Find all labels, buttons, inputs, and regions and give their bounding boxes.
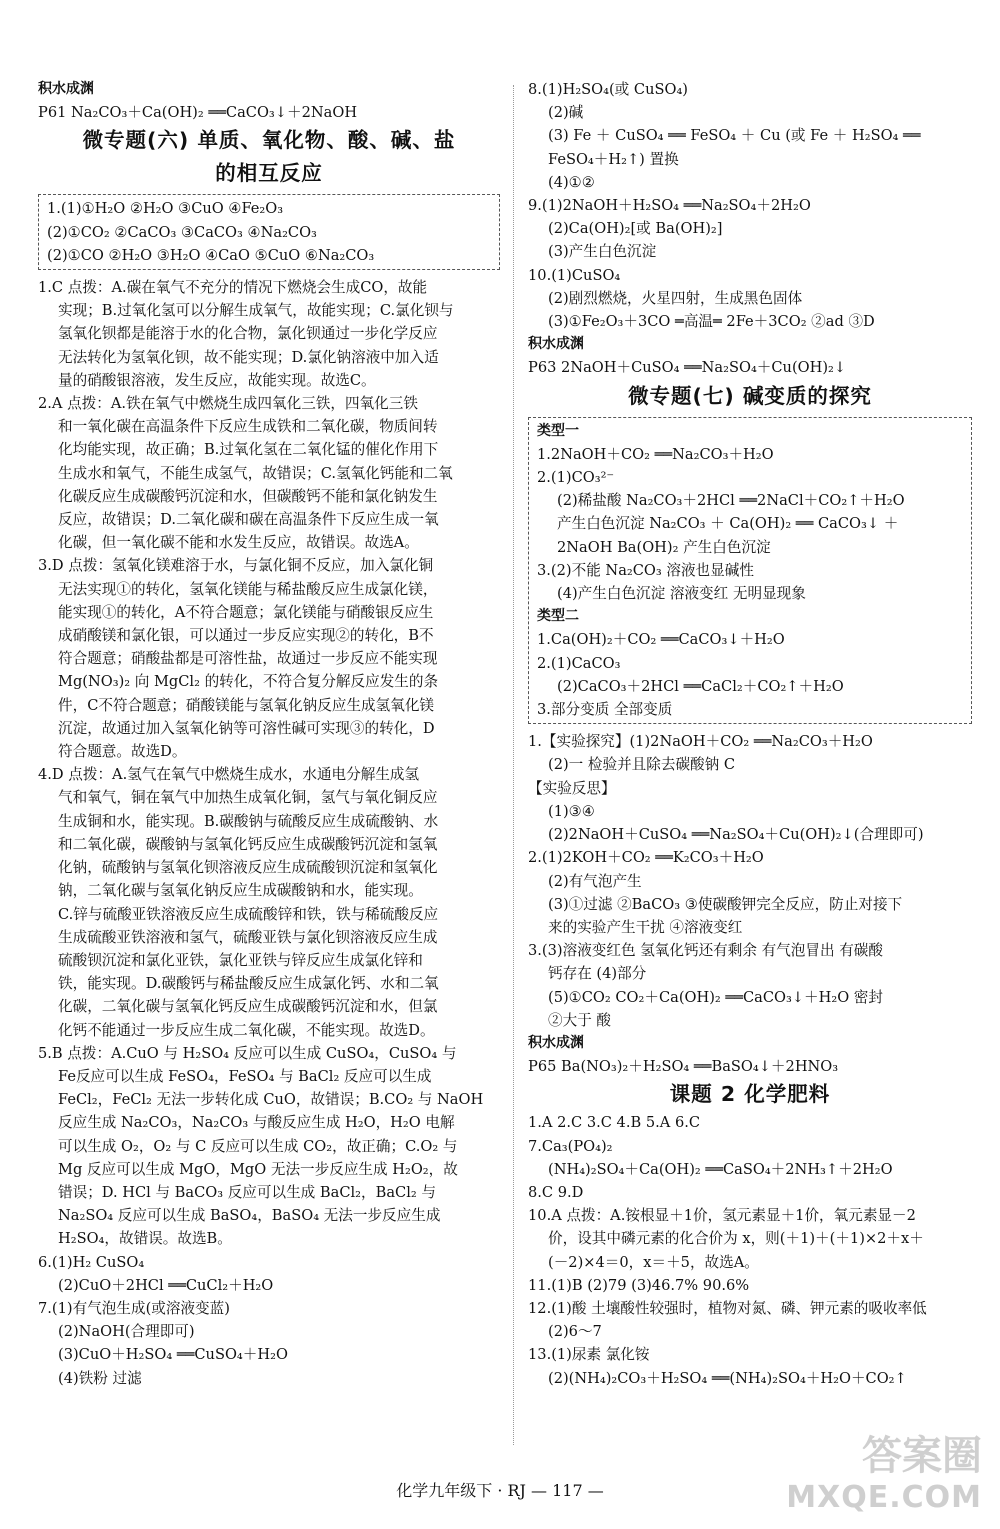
answer-line: (2)2NaOH＋CuSO₄ ══Na₂SO₄＋Cu(OH)₂↓(合理即可): [548, 826, 924, 844]
watermark-logo: [786, 1435, 982, 1519]
page-footer: 化学九年级下 · RJ — 117 —: [396, 1481, 604, 1500]
answer-line: 2NaOH Ba(OH)₂ 产生白色沉淀: [557, 538, 771, 556]
answer-line: (2)6～7: [548, 1323, 602, 1341]
answer-line: 无法转化为氢氧化钡，故不能实现；D.氯化钠溶液中加入适: [58, 348, 439, 366]
answer-line: 和二氧化碳，碳酸钠与氢氧化钙反应生成碳酸钙沉淀和氢氧: [58, 835, 438, 853]
answer-line: 12.(1)酸 土壤酸性较强时，植物对氮、磷、钾元素的吸收率低: [528, 1299, 927, 1317]
answer-line: (3)①过滤 ②BaCO₃ ③使碳酸钾完全反应，防止对接下: [548, 895, 903, 913]
answer-line: 8.C 9.D: [528, 1183, 584, 1201]
watermark-text: 答案圈: [862, 1433, 982, 1479]
answer-line: (4)①②: [548, 173, 595, 191]
answer-list-7: [528, 730, 972, 1078]
answer-line: P63 2NaOH＋CuSO₄ ══Na₂SO₄＋Cu(OH)₂↓: [528, 359, 847, 377]
answer-line: 9.(1)2NaOH＋H₂SO₄ ══Na₂SO₄＋2H₂O: [528, 197, 811, 215]
answer-line: 生成硫酸亚铁溶液和氢气，硫酸亚铁与氯化钡溶液反应生成: [58, 928, 438, 946]
subsection-heading: 类型二: [537, 608, 579, 625]
answer-line: (2)稀盐酸 Na₂CO₃＋2HCl ══2NaCl＋CO₂↑＋H₂O: [557, 492, 905, 510]
answer-line: (2)CaCO₃＋2HCl ══CaCl₂＋CO₂↑＋H₂O: [557, 677, 844, 695]
answer-line: ②大于 酸: [548, 1011, 612, 1029]
answer-line: 生成水和氧气，不能生成氢气，故错误；C.氢氧化钙能和二氧: [58, 464, 453, 482]
answer-line: 氢氧化钡都是能溶于水的化合物，氯化钡通过一步化学反应: [58, 325, 438, 343]
answer-line: (2)(NH₄)₂CO₃＋H₂SO₄ ══(NH₄)₂SO₄＋H₂O＋CO₂↑: [548, 1369, 907, 1387]
answer-line: 2.A 点拨：A.铁在氧气中燃烧生成四氧化三铁，四氧化三铁: [38, 395, 418, 413]
box-line: 1.(1)①H₂O ②H₂O ③CuO ④Fe₂O₃: [47, 200, 284, 218]
answer-line: 化均能实现，故正确；B.过氧化氢在二氧化锰的催化作用下: [58, 441, 439, 459]
answer-line: 反应生成 Na₂CO₃，Na₂CO₃ 与酸反应生成 H₂O，H₂O 电解: [58, 1114, 455, 1132]
box-line: (2)①CO ②H₂O ③H₂O ④CaO ⑤CuO ⑥Na₂CO₃: [47, 246, 375, 264]
answer-line: (NH₄)₂SO₄＋Ca(OH)₂ ══CaSO₄＋2NH₃↑＋2H₂O: [548, 1160, 893, 1178]
answer-line: 错误；D. HCl 与 BaCO₃ 反应可以生成 BaCl₂，BaCl₂ 与: [58, 1183, 436, 1201]
answer-line: 7.Ca₃(PO₄)₂: [528, 1137, 613, 1155]
answer-line: 化钙不能通过一步反应生成二氧化碳，不能实现。故选D。: [58, 1021, 435, 1039]
answer-line: H₂SO₄，故错误。故选B。: [58, 1230, 232, 1248]
answer-line: (2)剧烈燃烧，火星四射，生成黑色固体: [548, 289, 803, 307]
answer-line: 11.(1)B (2)79 (3)46.7% 90.6%: [528, 1276, 750, 1294]
left-top-block: [38, 78, 500, 124]
answer-line: (－2)×4＝0，x＝＋5，故选A。: [548, 1253, 759, 1271]
answer-line: (2)CuO＋2HCl ══CuCl₂＋H₂O: [58, 1276, 274, 1294]
answer-line: 3.部分变质 全部变质: [537, 701, 673, 719]
answer-line: 来的实验产生干扰 ④溶液变红: [548, 918, 743, 936]
answer-line: 气和氧气，铜在氧气中加热生成氧化铜，氢气与氧化铜反应: [58, 789, 438, 807]
answer-line: 2.(1)2KOH＋CO₂ ══K₂CO₃＋H₂O: [528, 849, 764, 867]
subsection-heading: 积水成渊: [528, 1034, 584, 1051]
answer-line: (2)一 检验并且除去碳酸钠 C: [548, 756, 736, 774]
right-column: [528, 78, 972, 1390]
section-title-6-cont: 的相互反应: [215, 161, 323, 186]
answer-line: FeSO₄＋H₂↑) 置换: [548, 150, 679, 168]
answer-line: (4)产生白色沉淀 溶液变红 无明显现象: [557, 585, 806, 603]
answer-line: 1.【实验探究】(1)2NaOH＋CO₂ ══Na₂CO₃＋H₂O: [528, 733, 873, 751]
answer-list-6-cont: [528, 78, 972, 380]
answer-list-fertilizer: [528, 1111, 972, 1389]
answer-line: 1.2NaOH＋CO₂ ══Na₂CO₃＋H₂O: [537, 445, 774, 463]
answer-line: 10.(1)CuSO₄: [528, 266, 621, 284]
answer-line: 能实现①的转化，A不符合题意；氯化镁能与硝酸银反应生: [58, 603, 434, 621]
answer-line: FeCl₂，FeCl₂ 无法一步转化成 CuO，故错误；B.CO₂ 与 NaOH: [58, 1091, 484, 1109]
answer-line: (3)CuO＋H₂SO₄ ══CuSO₄＋H₂O: [58, 1346, 288, 1364]
section-title-7: 微专题(七) 碱变质的探究: [628, 383, 872, 408]
left-column: [38, 78, 500, 1390]
answer-line: 8.(1)H₂SO₄(或 CuSO₄): [528, 81, 688, 98]
answer-line: 实现；B.过氧化氢可以分解生成氧气，故能实现；C.氯化钡与: [58, 302, 454, 320]
box-line: (2)①CO₂ ②CaCO₃ ③CaCO₃ ④Na₂CO₃: [47, 223, 317, 241]
answer-line: 生成铜和水，能实现。B.碳酸钠与硫酸反应生成硫酸钠、水: [58, 812, 439, 830]
answer-line: (2)Ca(OH)₂[或 Ba(OH)₂]: [548, 220, 723, 238]
answer-line: 件，C不符合题意；硝酸镁能与氢氧化钠反应生成氢氧化镁: [58, 696, 435, 714]
answer-line: C.锌与硫酸亚铁溶液反应生成硫酸锌和铁，铁与稀硫酸反应: [58, 905, 439, 923]
answer-line: 1.C 点拨：A.碳在氧气不充分的情况下燃烧会生成CO，故能: [38, 279, 428, 297]
answer-line: 3.(3)溶液变红色 氢氧化钙还有剩余 有气泡冒出 有碳酸: [528, 942, 883, 960]
answer-line: 符合题意。故选D。: [58, 743, 187, 761]
column-divider: [513, 85, 514, 1445]
answer-line: (4)铁粉 过滤: [58, 1369, 142, 1387]
answer-line: 符合题意；硝酸盐都是可溶性盐，故通过一步反应不能实现: [58, 650, 438, 668]
answer-line: Mg(NO₃)₂ 向 MgCl₂ 的转化，不符合复分解反应发生的条: [58, 673, 439, 691]
answer-line: 量的硝酸银溶液，发生反应，故能实现。故选C。: [58, 371, 376, 389]
answer-line: 产生白色沉淀 Na₂CO₃ ＋ Ca(OH)₂ ══ CaCO₃↓ ＋: [557, 515, 899, 533]
answer-line: Mg 反应可以生成 MgO，MgO 无法一步反应生成 H₂O₂，故: [58, 1160, 458, 1178]
answer-line: 化碳，但一氧化碳不能和水发生反应，故错误。故选A。: [58, 534, 419, 552]
answer-line: 【实验反思】: [528, 779, 616, 797]
answer-line: 铁，能实现。D.碳酸钙与稀盐酸反应生成氯化钙、水和二氧: [58, 975, 439, 993]
answer-line: (1)③④: [548, 802, 595, 820]
answer-line: 无法实现①的转化，氢氧化镁能与稀盐酸反应生成氯化镁，: [58, 580, 438, 598]
section-title-fertilizer: 课题 2 化学肥料: [669, 1082, 831, 1107]
watermark-domain: MXQE.COM: [786, 1480, 982, 1515]
answer-line: 6.(1)H₂ CuSO₄: [38, 1253, 145, 1271]
answer-line: 可以生成 O₂，O₂ 与 C 反应可以生成 CO₂，故正确；C.O₂ 与: [58, 1137, 458, 1155]
answer-line: 2.(1)CaCO₃: [537, 654, 621, 672]
answer-line: 成硝酸镁和氯化银，可以通过一步反应实现②的转化，B不: [58, 627, 434, 645]
answer-line: Na₂SO₄ 反应可以生成 BaSO₄，BaSO₄ 无法一步反应生成: [58, 1207, 441, 1225]
answer-line: (2)碱: [548, 104, 584, 122]
subsection-heading: 类型一: [537, 422, 579, 439]
answer-line: 3.(2)不能 Na₂CO₃ 溶液也显碱性: [537, 561, 754, 579]
answer-line: Fe反应可以生成 FeSO₄，FeSO₄ 与 BaCl₂ 反应可以生成: [58, 1067, 432, 1085]
answer-line: 硫酸钡沉淀和氯化亚铁，氯化亚铁与锌反应生成氯化锌和: [58, 951, 423, 969]
answer-line: 1.Ca(OH)₂＋CO₂ ══CaCO₃↓＋H₂O: [537, 631, 785, 649]
answer-line: 1.A 2.C 3.C 4.B 5.A 6.C: [528, 1114, 701, 1132]
answer-line: (2)NaOH(合理即可): [58, 1323, 195, 1341]
answer-line: 价，设其中磷元素的化合价为 x，则(＋1)＋(＋1)×2＋x＋: [548, 1230, 924, 1248]
answer-line: (3) Fe ＋ CuSO₄ ══ FeSO₄ ＋ Cu (或 Fe ＋ H₂SO₄ ══: [548, 127, 921, 145]
subsection-heading: 积水成渊: [528, 336, 584, 353]
answer-line: 沉淀，故通过加入氢氧化钠等可溶性碱可实现③的转化，D: [58, 719, 435, 737]
answer-line: (2)有气泡产生: [548, 872, 642, 890]
answer-line: P65 Ba(NO₃)₂＋H₂SO₄ ══BaSO₄↓＋2HNO₃: [528, 1058, 839, 1076]
answer-line: 5.B 点拨：A.CuO 与 H₂SO₄ 反应可以生成 CuSO₄，CuSO₄ 与: [38, 1044, 457, 1062]
answer-line: 4.D 点拨：A.氢气在氧气中燃烧生成水，水通电分解生成氢: [38, 766, 420, 784]
summary-box-7: [528, 417, 972, 725]
subsection-heading: 积水成渊: [38, 81, 94, 97]
answer-line: 化钠，硫酸钠与氢氧化钡溶液反应生成硫酸钡沉淀和氢氧化: [58, 859, 438, 877]
answer-line: (3)①Fe₂O₃＋3CO ═高温═ 2Fe＋3CO₂ ②ad ③D: [548, 313, 875, 331]
answer-line: 7.(1)有气泡生成(或溶液变蓝): [38, 1299, 230, 1317]
answer-line: (3)产生白色沉淀: [548, 243, 657, 261]
answer-line: 13.(1)尿素 氯化铵: [528, 1346, 650, 1364]
answer-line: 10.A 点拨：A.铵根显＋1价，氢元素显＋1价，氧元素显－2: [528, 1207, 916, 1225]
answer-line: 化碳，二氧化碳与氢氧化钙反应生成碳酸钙沉淀和水，但氯: [58, 998, 438, 1016]
section-title-6: 微专题(六) 单质、氧化物、酸、碱、盐: [82, 128, 456, 153]
summary-box-6: [38, 194, 500, 270]
answer-line: 化碳反应生成碳酸钙沉淀和水，但碳酸钙不能和氯化钠发生: [58, 487, 438, 505]
answer-line: 3.D 点拨：氢氧化镁难溶于水，与氯化铜不反应，加入氯化铜: [38, 557, 434, 575]
answer-line: 钠，二氧化碳与氢氧化钠反应生成碳酸钠和水，能实现。: [58, 882, 423, 900]
answer-line: P61 Na₂CO₃＋Ca(OH)₂ ══CaCO₃↓＋2NaOH: [38, 104, 358, 122]
answer-line: (5)①CO₂ CO₂＋Ca(OH)₂ ══CaCO₃↓＋H₂O 密封: [548, 988, 883, 1006]
answer-line: 2.(1)CO₃²⁻: [537, 469, 615, 487]
answer-list-6: [38, 276, 500, 1390]
answer-line: 钙存在 (4)部分: [548, 965, 647, 983]
answer-line: 和一氧化碳在高温条件下反应生成铁和二氧化碳，物质间转: [58, 418, 438, 436]
answer-line: 反应，故错误；D.二氧化碳和碳在高温条件下反应生成一氧: [58, 511, 439, 529]
